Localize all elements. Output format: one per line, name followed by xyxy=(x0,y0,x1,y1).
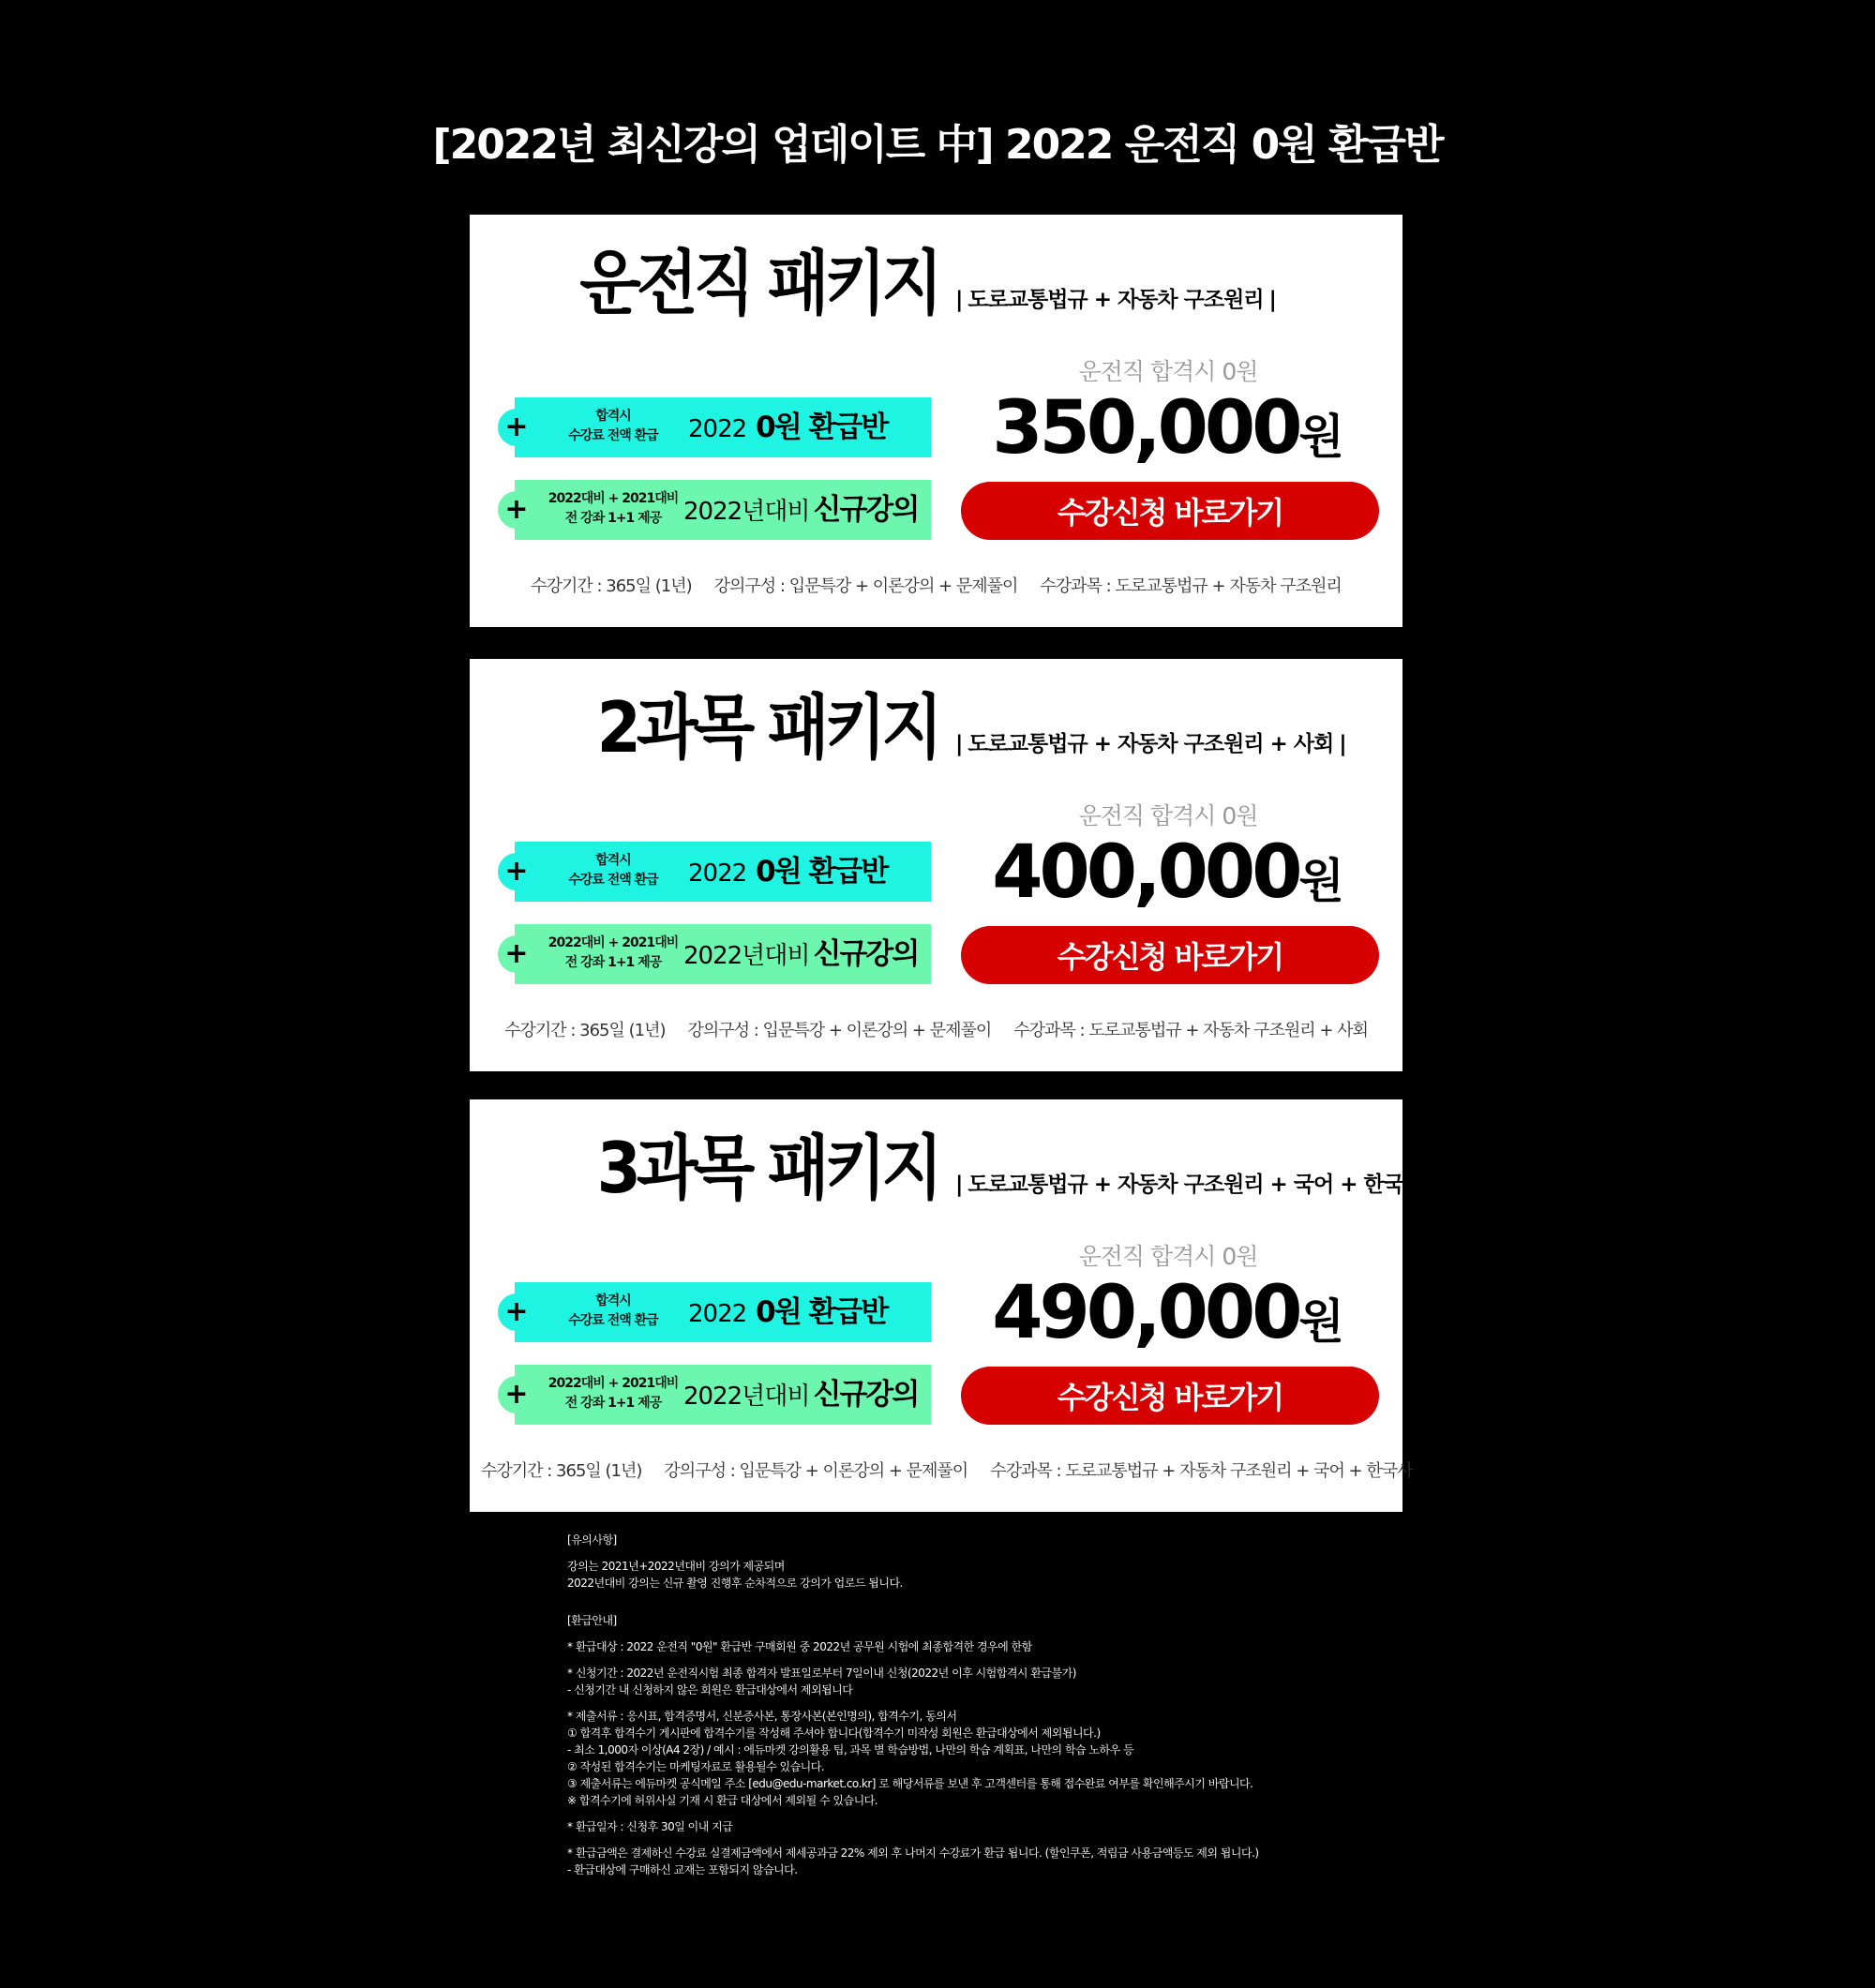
enroll-button[interactable]: 수강신청 바로가기 xyxy=(961,482,1379,540)
new-lecture-main: 2022년대비 신규강의 xyxy=(683,937,919,971)
plus-icon: + xyxy=(498,853,535,890)
info-line: 수강기간 : 365일 (1년) 강의구성 : 입문특강 + 이론강의 + 문제풀이 수강과목 : 도로교통법규 + 자동차 구조원리 + 국어 + 한국사 xyxy=(481,1461,1413,1481)
subtitle-text: 도로교통법규 + 자동차 구조원리 + 사회 xyxy=(968,732,1334,756)
package-card-3-subjects xyxy=(470,1099,1436,1512)
refund-title: [환급안내] xyxy=(567,1614,617,1627)
price-value: 400,000 xyxy=(992,830,1299,915)
enroll-button[interactable]: 수강신청 바로가기 xyxy=(961,926,1379,984)
pass-note: 운전직 합격시 0원 xyxy=(1078,1243,1258,1270)
caution-block: [유의사항] 강의는 2021년+2022년대비 강의가 제공되며 2022년대비 강의는 신규 촬영 진행후 순차적으로 강의가 업로드 됩니다. xyxy=(567,1532,1411,1592)
price-unit: 원 xyxy=(1298,854,1344,908)
refund-main: 2022 0원 환급반 xyxy=(688,411,888,444)
refund-small: 합격시 수강료 전액 환급 xyxy=(568,853,658,888)
new-lecture-main: 2022년대비 신규강의 xyxy=(683,493,919,527)
refund-row xyxy=(504,842,931,902)
card-title: 2과목 패키지 xyxy=(596,688,938,770)
new-lecture-small: 2022대비 + 2021대비 전 강좌 1+1 제공 xyxy=(548,1376,679,1411)
card-subtitle: | 도로교통법규 + 자동차 구조원리 | xyxy=(955,288,1276,312)
price-value: 490,000 xyxy=(992,1271,1299,1355)
subtitle-text: 도로교통법규 + 자동차 구조원리 xyxy=(968,288,1264,312)
new-lecture-row xyxy=(504,480,931,540)
info-line: 수강기간 : 365일 (1년) 강의구성 : 입문특강 + 이론강의 + 문제풀이 수강과목 : 도로교통법규 + 자동차 구조원리 xyxy=(531,576,1342,596)
plus-icon: + xyxy=(498,1376,535,1413)
card-title: 운전직 패키지 xyxy=(579,244,938,325)
refund-row xyxy=(504,1282,931,1342)
info-line: 수강기간 : 365일 (1년) 강의구성 : 입문특강 + 이론강의 + 문제풀이 수강과목 : 도로교통법규 + 자동차 구조원리 + 사회 xyxy=(504,1021,1368,1040)
new-lecture-main: 2022년대비 신규강의 xyxy=(683,1378,919,1412)
price xyxy=(957,381,1379,484)
package-card-2-subjects xyxy=(470,659,1402,1071)
plus-icon: + xyxy=(498,935,535,973)
refund-small: 합격시 수강료 전액 환급 xyxy=(568,409,658,443)
new-lecture-row xyxy=(504,924,931,984)
pass-note: 운전직 합격시 0원 xyxy=(1078,802,1258,830)
new-lecture-small: 2022대비 + 2021대비 전 강좌 1+1 제공 xyxy=(548,935,679,970)
price-unit: 원 xyxy=(1298,410,1344,464)
enroll-button[interactable]: 수강신청 바로가기 xyxy=(961,1367,1379,1425)
new-lecture-row xyxy=(504,1365,931,1425)
notes-section xyxy=(567,1532,1411,1890)
card-title: 3과목 패키지 xyxy=(596,1129,938,1210)
refund-info-block: [환급안내] * 환급대상 : 2022 운전직 "0원" 환급반 구매회원 중 2022년 공무원 시험에 최종합격한 경우에 한함 * 신청기간 : 2022년 운전직시험 최종 합격자 발표일로부터 7일이내 신청(2022년 이후 시험합격시 환급불가) - 신청기간 내 신청하지 않은 회원은 환급대상에서 제외됩니다 * 제출서류 : 응시표, 합격증명서, 신분증사본, 통장사본(본인명의), 합격수기, 동의서 ① 합격후 합격수기 게시판에 합격수기를 작성해 주셔야 합니다(합격수기 미작성 회원은 환급대상에서 제외됩니다.) - 최소 1,000자 이상(A4 2장) / 예시 : 에듀마켓 강의활용 팁, 과목 별 학습방법, 나만의 학습 계획표, 나만의 학습 노하우 등 ② 작성된 합격수기는 마케팅자료로 활용될수 있습니다. ③ 제출서류는 에듀마켓 공식메일 주소 [edu@edu-market.co.kr] 로 해당서류를 보낸 후 고객센터를 통해 접수완료 여부를 확인해주시기 바랍니다. ※ 합격수기에 허위사실 기재 시 환급 대상에서 제외될 수 있습니다. * 환급일자 : 신청후 30일 이내 지급 * 환급금액은 결제하신 수강료 실결제금액에서 제세공과금 22% 제외 후 나머지 수강료가 환급 됩니다. (할인쿠폰, 적립금 사용금액등도 제외 됩니다.) - 환급대상에 구매하신 교재는 포함되지 않습니다. xyxy=(567,1612,1411,1878)
page-title: [2022년 최신강의 업데이트 中] 2022 운전직 0원 환급반 xyxy=(432,121,1443,169)
plus-icon: + xyxy=(498,1293,535,1331)
price xyxy=(957,826,1379,928)
refund-small: 합격시 수강료 전액 환급 xyxy=(568,1293,658,1328)
price-unit: 원 xyxy=(1298,1294,1344,1349)
plus-icon: + xyxy=(498,491,535,529)
subtitle-text: 도로교통법규 + 자동차 구조원리 + 국어 + 한국사 xyxy=(968,1173,1424,1197)
price xyxy=(957,1266,1379,1368)
caution-title: [유의사항] xyxy=(567,1533,617,1547)
new-lecture-small: 2022대비 + 2021대비 전 강좌 1+1 제공 xyxy=(548,491,679,526)
price-value: 350,000 xyxy=(992,386,1299,471)
refund-row xyxy=(504,397,931,457)
package-card-driving xyxy=(470,215,1402,627)
pass-note: 운전직 합격시 0원 xyxy=(1078,358,1258,385)
refund-main: 2022 0원 환급반 xyxy=(688,855,888,889)
plus-icon: + xyxy=(498,409,535,446)
refund-main: 2022 0원 환급반 xyxy=(688,1295,888,1329)
card-subtitle: | 도로교통법규 + 자동차 구조원리 + 사회 | xyxy=(955,732,1346,756)
card-subtitle: | 도로교통법규 + 자동차 구조원리 + 국어 + 한국사 | xyxy=(955,1173,1436,1197)
